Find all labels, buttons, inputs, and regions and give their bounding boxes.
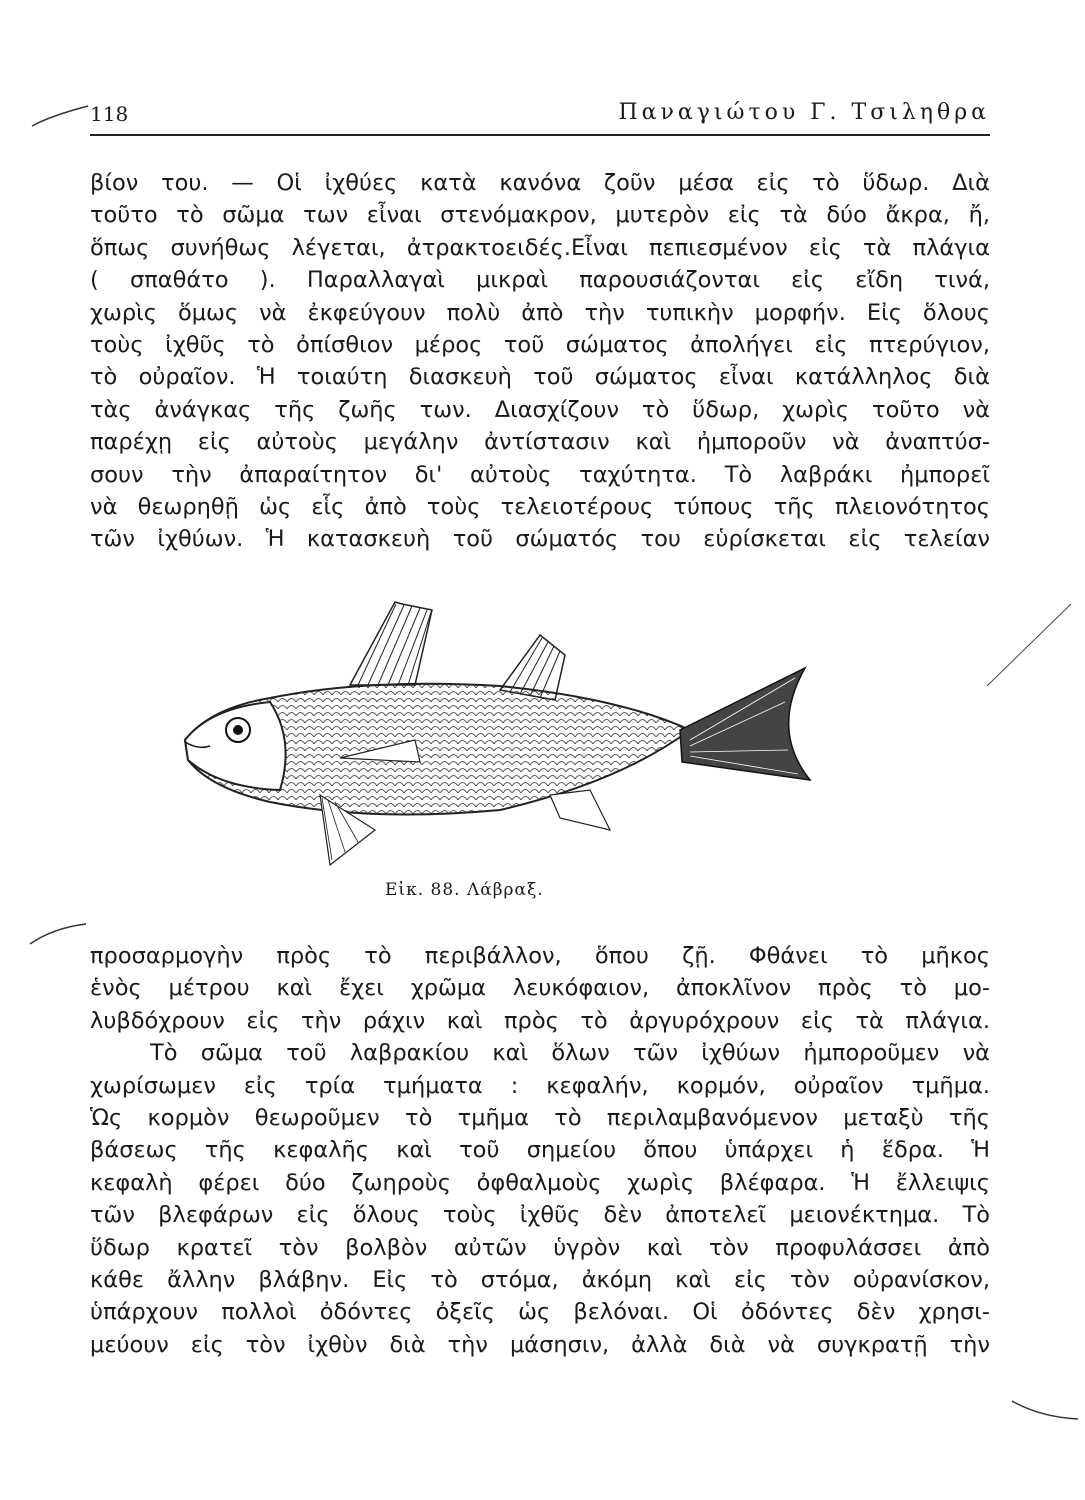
text-line: τοὺς ἰχθῦς τὸ ὀπίσθιον μέρος τοῦ σώματος ἀπολήγει εἰς πτερύγιον, — [90, 331, 990, 358]
text-line: μεύουν εἰς τὸν ἰχθὺν διὰ τὴν μάσησιν, ἀλλὰ διὰ νὰ συγκρατῇ τὴν — [90, 1331, 990, 1358]
text-line: βίον του. — Οἱ ἰχθύες κατὰ κανόνα ζοῦν μέσα εἰς τὸ ὕδωρ. Διὰ — [90, 170, 990, 196]
page-number: 118 — [90, 102, 129, 126]
text-line: τὸ οὐραῖον. Ἡ τοιαύτη διασκευὴ τοῦ σώματος εἶναι κατάλληλος διὰ — [90, 364, 990, 391]
text-line: χωρὶς ὅμως νὰ ἐκφεύγουν πολὺ ἀπὸ τὴν τυπικὴν μορφήν. Εἰς ὅλους — [90, 299, 990, 326]
text-line: ἑνὸς μέτρου καὶ ἔχει χρῶμα λευκόφαιον, ἀποκλῖνον πρὸς τὸ μο- — [90, 975, 990, 1002]
margin-pen-mark-right — [985, 600, 1075, 690]
paragraph-2 — [90, 940, 990, 1361]
text-line: κάθε ἄλλην βλάβην. Εἰς τὸ στόμα, ἀκόμη καὶ εἰς τὸν οὐρανίσκον, — [90, 1266, 990, 1293]
text-line: ὅπως συνήθως λέγεται, ἀτρακτοειδές.Εἶναι πεπιεσμένον εἰς τὰ πλάγια — [90, 234, 990, 261]
text-line: τῶν βλεφάρων εἰς ὅλους τοὺς ἰχθῦς δὲν ἀποτελεῖ μειονέκτημα. Τὸ — [90, 1202, 990, 1229]
text-line: λυβδόχρουν εἰς τὴν ράχιν καὶ πρὸς τὸ ἀργυρόχρουν εἰς τὰ πλάγια. — [90, 1007, 990, 1034]
paragraph-1 — [90, 167, 990, 556]
text-line: ( σπαθάτο ). Παραλλαγαὶ μικραὶ παρουσιάζονται εἰς εἴδη τινά, — [90, 267, 990, 294]
text-line: νὰ θεωρηθῇ ὡς εἷς ἀπὸ τοὺς τελειοτέρους τύπους τῆς πλειονότητος — [90, 493, 990, 520]
page-header — [90, 100, 990, 136]
figure-caption: Εἰκ. 88. Λάβραξ. — [385, 880, 544, 900]
text-line: τὰς ἀνάγκας τῆς ζωῆς των. Διασχίζουν τὸ ὕδωρ, χωρὶς τοῦτο νὰ — [90, 396, 990, 423]
text-line: χωρίσωμεν εἰς τρία τμήματα : κεφαλήν, κορμόν, οὐραῖον τμῆμα. — [90, 1072, 990, 1099]
margin-pen-mark-top-left — [30, 100, 90, 130]
margin-pen-mark-left — [28, 920, 88, 950]
text-line: σουν τὴν ἀπαραίτητον δι' αὐτοὺς ταχύτητα. Τὸ λαβράκι ἠμπορεῖ — [90, 461, 990, 488]
margin-pen-mark-bottom-right — [1010, 1395, 1080, 1425]
text-line: παρέχῃ εἰς αὐτοὺς μεγάλην ἀντίστασιν καὶ ἠμποροῦν νὰ ἀναπτύσ- — [90, 429, 990, 456]
text-line: τῶν ἰχθύων. Ἡ κατασκευὴ τοῦ σώματός του εὑρίσκεται εἰς τελείαν — [90, 526, 990, 553]
text-line: τοῦτο τὸ σῶμα των εἶναι στενόμακρον, μυτερὸν εἰς τὰ δύο ἄκρα, ἤ, — [90, 202, 990, 229]
sea-bass-drawing — [170, 590, 830, 890]
text-line: Τὸ σῶμα τοῦ λαβρακίου καὶ ὅλων τῶν ἰχθύων ἠμποροῦμεν νὰ — [150, 1040, 990, 1067]
text-line: κεφαλὴ φέρει δύο ζωηροὺς ὀφθαλμοὺς χωρὶς βλέφαρα. Ἡ ἔλλειψις — [90, 1169, 990, 1196]
text-line: ὕδωρ κρατεῖ τὸν βολβὸν αὐτῶν ὑγρὸν καὶ τὸν προφυλάσσει ἀπὸ — [90, 1234, 990, 1261]
text-line: Ὡς κορμὸν θεωροῦμεν τὸ τμῆμα τὸ περιλαμβανόμενον μεταξὺ τῆς — [90, 1104, 990, 1131]
text-line: προσαρμογὴν πρὸς τὸ περιβάλλον, ὅπου ζῇ. Φθάνει τὸ μῆκος — [90, 943, 990, 969]
running-title: Παναγιώτου Γ. Τσιληθρα — [618, 100, 990, 125]
text-line: ὑπάρχουν πολλοὶ ὀδόντες ὀξεῖς ὡς βελόναι. Οἱ ὀδόντες δὲν χρησι- — [90, 1299, 990, 1326]
fish-illustration — [170, 590, 830, 890]
text-line: βάσεως τῆς κεφαλῆς καὶ τοῦ σημείου ὅπου ὑπάρχει ἡ ἕδρα. Ἡ — [90, 1137, 990, 1164]
